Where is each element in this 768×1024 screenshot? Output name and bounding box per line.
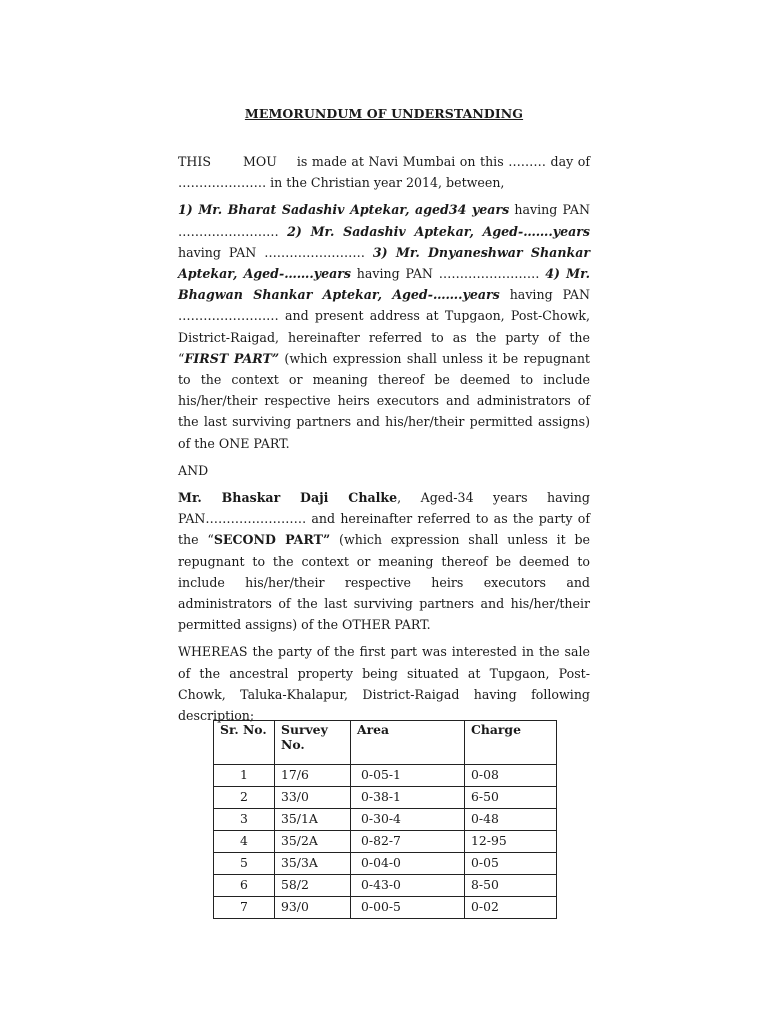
cell-charge: 0-08 [465, 765, 557, 787]
cell-sr-no: 1 [214, 765, 275, 787]
cell-survey-no: 35/1A [275, 809, 351, 831]
document-body [178, 151, 590, 732]
cell-sr-no: 2 [214, 787, 275, 809]
cell-survey-no: 35/3A [275, 853, 351, 875]
table-row [214, 875, 557, 897]
first-part-clause: (which expression shall unless it be repugnant to the context or meaning thereof be deemed to include his/her/their respective heirs executors and administrators of the last surviving partners and his/her/their permitted assigns) of the ONE PART. [178, 350, 590, 451]
cell-charge: 0-48 [465, 809, 557, 831]
cell-area: 0-04-0 [351, 853, 465, 875]
table-row [214, 853, 557, 875]
party-1-text: having PAN …………………… [178, 202, 590, 239]
first-part-label: FIRST PART” [184, 350, 280, 366]
cell-sr-no: 4 [214, 831, 275, 853]
header-area: Area [351, 721, 465, 765]
first-party-paragraph [178, 199, 590, 453]
table-row [214, 897, 557, 919]
property-table [213, 720, 557, 919]
party-2-name: 2) Mr. Sadashiv Aptekar, Aged-…….years [287, 223, 590, 239]
cell-survey-no: 93/0 [275, 897, 351, 919]
cell-charge: 0-05 [465, 853, 557, 875]
cell-charge: 12-95 [465, 831, 557, 853]
second-party-paragraph [178, 487, 590, 635]
party-4-text: having PAN …………………… and present address at Tupgaon, Post-Chowk, District-Raigad, hereinafter referred to as the party of the “ [178, 287, 590, 366]
cell-sr-no: 3 [214, 809, 275, 831]
cell-charge: 8-50 [465, 875, 557, 897]
header-survey-no: Survey No. [275, 721, 351, 765]
cell-sr-no: 7 [214, 897, 275, 919]
second-party-text: , Aged-34 years having PAN…………………… and hereinafter referred to as the party of the “ [178, 490, 590, 548]
intro-text: is made at Navi Mumbai on this ……… day of ………………… in the Christian year 2014, between, [178, 154, 590, 191]
cell-survey-no: 33/0 [275, 787, 351, 809]
party-3-name: 3) Mr. Dnyaneshwar Shankar Aptekar, Aged-…….years [178, 244, 590, 282]
party-1-name: 1) Mr. Bharat Sadashiv Aptekar, aged34 years [178, 202, 510, 218]
header-sr-no: Sr. No. [214, 721, 275, 765]
cell-sr-no: 5 [214, 853, 275, 875]
cell-survey-no: 58/2 [275, 875, 351, 897]
cell-area: 0-30-4 [351, 809, 465, 831]
intro-word-this: THIS [178, 154, 211, 169]
second-part-clause: (which expression shall unless it be repugnant to the context or meaning thereof be deemed to include his/her/their respective heirs executors and administrators of the last surviving partners and his/her/their permitted assigns) of the OTHER PART. [178, 532, 590, 633]
cell-area: 0-43-0 [351, 875, 465, 897]
cell-charge: 0-02 [465, 897, 557, 919]
cell-survey-no: 35/2A [275, 831, 351, 853]
table-row [214, 765, 557, 787]
and-separator: AND [178, 462, 209, 478]
party-4-name: 4) Mr. Bhagwan Shankar Aptekar, Aged-…….years [178, 266, 590, 303]
cell-sr-no: 6 [214, 875, 275, 897]
intro-paragraph [178, 151, 590, 193]
cell-area: 0-38-1 [351, 787, 465, 809]
party-3-text: having PAN …………………… [350, 266, 546, 282]
cell-area: 0-05-1 [351, 765, 465, 787]
intro-word-mou: MOU [243, 154, 277, 169]
header-charge: Charge [465, 721, 557, 765]
table-header-row [214, 721, 557, 765]
party-2-text: having PAN …………………… [178, 244, 373, 260]
table-row [214, 831, 557, 853]
cell-survey-no: 17/6 [275, 765, 351, 787]
table-row [214, 809, 557, 831]
cell-area: 0-00-5 [351, 897, 465, 919]
property-table-container [213, 720, 557, 919]
cell-area: 0-82-7 [351, 831, 465, 853]
second-part-label: SECOND PART” [213, 532, 331, 548]
document-title: MEMORUNDUM OF UNDERSTANDING [244, 106, 524, 121]
table-row [214, 787, 557, 809]
whereas-paragraph: WHEREAS the party of the first part was interested in the sale of the ancestral property being situated at Tupgaon, Post-Chowk, Taluka-Khalapur, District-Raigad having following description; [178, 644, 590, 724]
second-party-name: Mr. Bhaskar Daji Chalke [178, 490, 398, 506]
cell-charge: 6-50 [465, 787, 557, 809]
